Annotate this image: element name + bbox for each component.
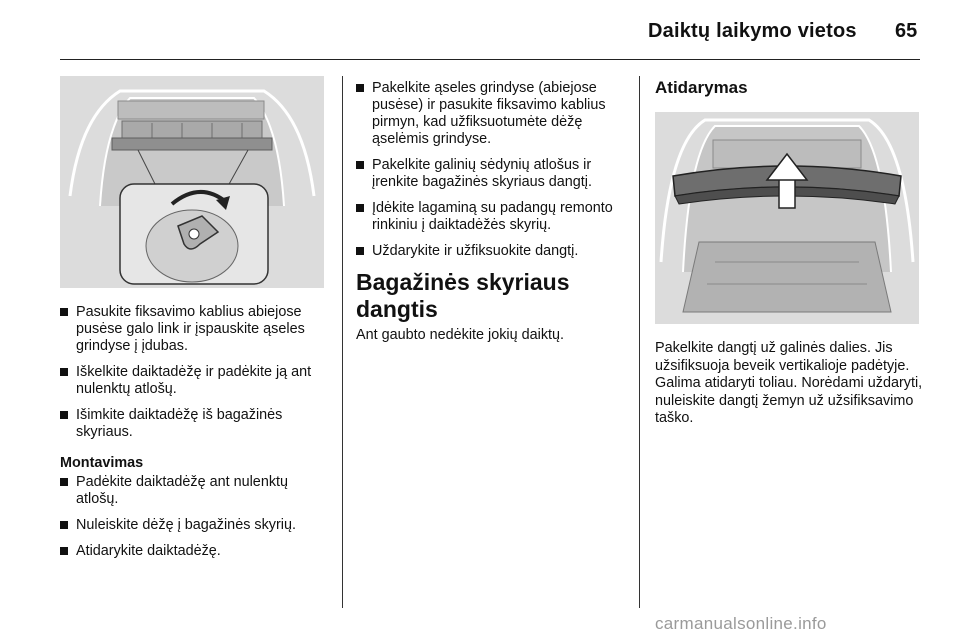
page-header — [0, 0, 960, 62]
list-item: Įdėkite lagaminą su padangų remonto rinkiniu į daiktadėžės skyrių. — [356, 200, 628, 234]
header-title: Daiktų laikymo vietos — [648, 20, 857, 42]
bullet-square-icon — [60, 547, 68, 555]
list-item: Padėkite daiktadėžę ant nulenktų atlošų. — [60, 474, 328, 508]
header-divider — [60, 59, 920, 60]
column-divider-1 — [342, 76, 343, 608]
mounting-subheading: Montavimas — [60, 455, 144, 471]
trunk-cover-arrow-illustration-icon — [655, 112, 919, 324]
bullet-square-icon — [356, 84, 364, 92]
bullet-square-icon — [356, 204, 364, 212]
install-steps-list — [356, 80, 628, 260]
opening-paragraph: Pakelkite dangtį už galinės dalies. Jis užsifiksuoja beveik vertikalioje padėtyje. Galima atidaryti toliau. Norėdami uždaryti, nuleiskite dangtį žemyn už užsifiksavimo taško. — [655, 340, 923, 426]
rotate-hook-illustration-icon — [60, 76, 324, 288]
section-text: Ant gaubto nedėkite jokių daiktų. — [356, 327, 565, 343]
bullet-square-icon — [60, 411, 68, 419]
column-3 — [655, 76, 923, 428]
bullet-square-icon — [60, 308, 68, 316]
bullet-square-icon — [60, 521, 68, 529]
column-1 — [60, 76, 328, 569]
section-heading-line-1: Bagažinės skyriaus — [356, 269, 570, 295]
bullet-square-icon — [356, 161, 364, 169]
list-item: Atidarykite daiktadėžę. — [60, 543, 328, 560]
bullet-square-icon — [60, 368, 68, 376]
removal-steps-list — [60, 304, 328, 441]
list-item: Pakelkite ąseles grindyse (abiejose pusėse) ir pasukite fiksavimo kablius pirmyn, kad užfiksuotumėte dėžę ąselėmis grindyse. — [356, 80, 628, 148]
list-item: Pasukite fiksavimo kablius abiejose pusėse galo link ir įspauskite ąseles grindyse į įdubas. — [60, 304, 328, 355]
list-item: Nuleiskite dėžę į bagažinės skyrių. — [60, 517, 328, 534]
watermark: carmanualsonline.info — [655, 614, 827, 633]
page-number: 65 — [895, 20, 918, 42]
column-2 — [356, 76, 628, 345]
opening-heading: Atidarymas — [655, 78, 748, 97]
list-item: Iškelkite daiktadėžę ir padėkite ją ant nulenktų atlošų. — [60, 364, 328, 398]
mounting-steps-list — [60, 474, 328, 560]
bullet-square-icon — [356, 247, 364, 255]
section-heading-line-2: dangtis — [356, 296, 438, 322]
column-divider-2 — [639, 76, 640, 608]
list-item: Uždarykite ir užfiksuokite dangtį. — [356, 243, 628, 260]
section-heading — [356, 269, 628, 323]
list-item: Išimkite daiktadėžę iš bagažinės skyriaus. — [60, 407, 328, 441]
list-item: Pakelkite galinių sėdynių atlošus ir įrenkite bagažinės skyriaus dangtį. — [356, 157, 628, 191]
bullet-square-icon — [60, 478, 68, 486]
